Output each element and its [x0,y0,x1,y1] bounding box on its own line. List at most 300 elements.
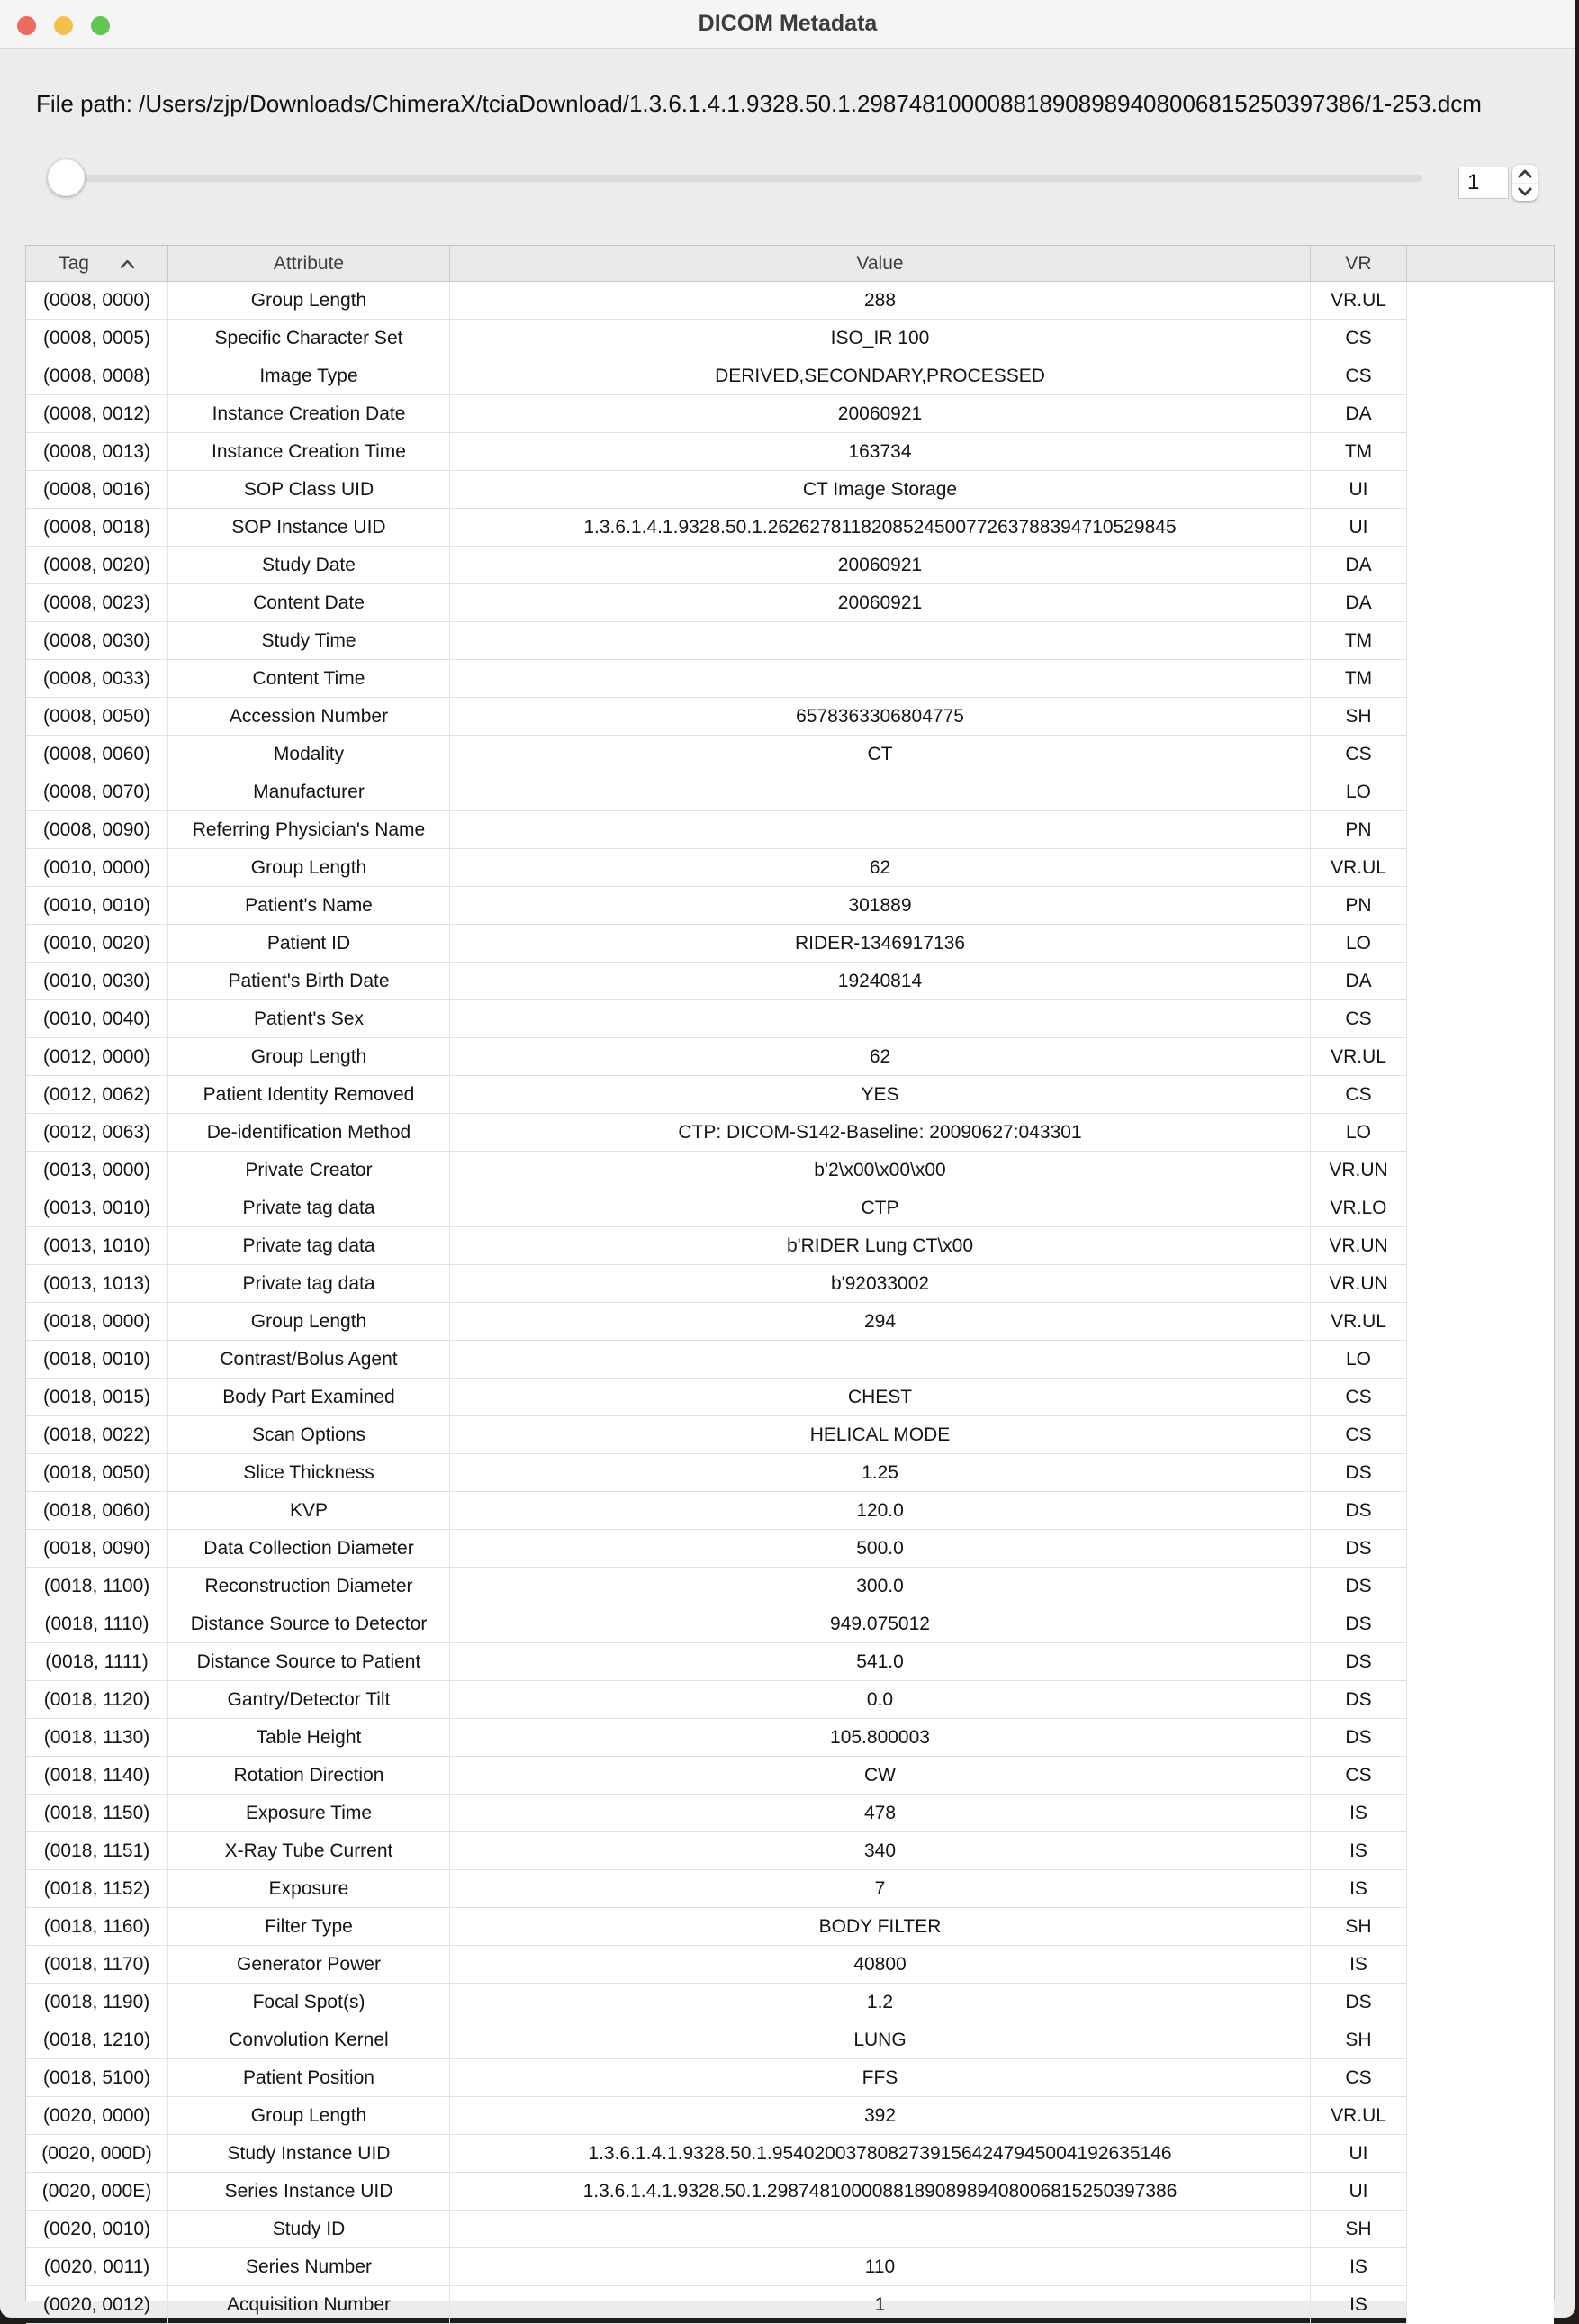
table-row[interactable] [26,1076,1554,1114]
value-cell: 120.0 [450,1492,1311,1530]
vr-cell: VR.UL [1311,849,1407,887]
table-body [26,282,1554,2324]
value-cell: 1.2 [450,1984,1311,2021]
stepper-down-button[interactable] [1512,184,1538,202]
value-cell: FFS [450,2059,1311,2097]
table-row[interactable] [26,1870,1554,1908]
table-row[interactable] [26,1152,1554,1189]
value-cell: 300.0 [450,1568,1311,1605]
value-cell: 1.3.6.1.4.1.9328.50.1.298748100008818908989408006815250397386 [450,2173,1311,2211]
attribute-cell: Manufacturer [168,773,450,811]
row-spacer-cell [1407,1303,1554,1341]
attribute-cell: Group Length [168,2097,450,2135]
tag-cell: (0008, 0018) [26,509,168,547]
tag-cell: (0008, 0030) [26,622,168,660]
table-row[interactable] [26,1379,1554,1416]
stepper-up-button[interactable] [1512,165,1538,184]
attribute-cell: Filter Type [168,1908,450,1946]
table-row[interactable] [26,1189,1554,1227]
sort-ascending-icon [120,253,135,275]
vr-cell: LO [1311,925,1407,963]
attribute-cell: Content Time [168,660,450,698]
table-row[interactable] [26,1530,1554,1568]
value-cell: 105.800003 [450,1719,1311,1757]
tag-cell: (0020, 000D) [26,2135,168,2173]
row-spacer-cell [1407,1454,1554,1492]
row-spacer-cell [1407,736,1554,773]
value-cell: 392 [450,2097,1311,2135]
tag-cell: (0008, 0070) [26,773,168,811]
table-row[interactable] [26,471,1554,509]
value-cell: CT Image Storage [450,471,1311,509]
attribute-cell: Distance Source to Detector [168,1605,450,1643]
value-cell: 20060921 [450,547,1311,584]
table-row[interactable] [26,547,1554,584]
row-spacer-cell [1407,282,1554,320]
row-spacer-cell [1407,1076,1554,1114]
value-cell [450,2211,1311,2248]
value-cell: 949.075012 [450,1605,1311,1643]
attribute-cell: Patient Identity Removed [168,1076,450,1114]
row-spacer-cell [1407,811,1554,849]
value-cell: 163734 [450,433,1311,471]
row-spacer-cell [1407,1568,1554,1605]
row-spacer-cell [1407,2173,1554,2211]
tag-cell: (0013, 1013) [26,1265,168,1303]
attribute-cell: Referring Physician's Name [168,811,450,849]
vr-cell: DS [1311,1719,1407,1757]
attribute-cell: Content Date [168,584,450,622]
vr-cell: IS [1311,1946,1407,1984]
vr-cell: VR.UL [1311,1038,1407,1076]
value-cell [450,1341,1311,1379]
row-spacer-cell [1407,622,1554,660]
value-cell: BODY FILTER [450,1908,1311,1946]
table-row[interactable] [26,849,1554,887]
vr-cell: DA [1311,963,1407,1000]
tag-cell: (0008, 0005) [26,320,168,357]
value-cell: 1 [450,2286,1311,2324]
table-row[interactable] [26,395,1554,433]
vr-cell: DS [1311,1492,1407,1530]
attribute-cell: Patient Position [168,2059,450,2097]
table-row[interactable] [26,2286,1554,2324]
attribute-cell: Exposure Time [168,1795,450,1832]
table-row[interactable] [26,1114,1554,1152]
value-cell: 1.3.6.1.4.1.9328.50.1.95402003780827391564247945004192635146 [450,2135,1311,2173]
tag-cell: (0008, 0023) [26,584,168,622]
tag-cell: (0020, 0010) [26,2211,168,2248]
row-spacer-cell [1407,660,1554,698]
row-spacer-cell [1407,1757,1554,1795]
attribute-cell: Group Length [168,849,450,887]
vr-cell: CS [1311,2059,1407,2097]
header-cell-value[interactable]: Value [450,246,1311,281]
tag-cell: (0018, 1152) [26,1870,168,1908]
attribute-cell: Patient ID [168,925,450,963]
table-row[interactable] [26,2211,1554,2248]
attribute-cell: Body Part Examined [168,1379,450,1416]
table-row[interactable] [26,433,1554,471]
table-row[interactable] [26,736,1554,773]
attribute-cell: Study Time [168,622,450,660]
attribute-cell: Private Creator [168,1152,450,1189]
attribute-cell: Private tag data [168,1227,450,1265]
header-cell-vr[interactable]: VR [1311,246,1407,281]
vr-cell: SH [1311,698,1407,736]
table-row[interactable] [26,887,1554,925]
tag-cell: (0010, 0000) [26,849,168,887]
table-row[interactable] [26,509,1554,547]
vr-cell: DS [1311,1454,1407,1492]
vr-cell: CS [1311,1000,1407,1038]
tag-cell: (0008, 0013) [26,433,168,471]
row-spacer-cell [1407,963,1554,1000]
attribute-cell: Gantry/Detector Tilt [168,1681,450,1719]
value-cell: 478 [450,1795,1311,1832]
value-cell: CW [450,1757,1311,1795]
table-row[interactable] [26,1265,1554,1303]
table-row[interactable] [26,1832,1554,1870]
tag-cell: (0018, 1170) [26,1946,168,1984]
value-cell: 0.0 [450,1681,1311,1719]
value-cell: CTP [450,1189,1311,1227]
vr-cell: LO [1311,1341,1407,1379]
slice-stepper [1512,165,1538,201]
row-spacer-cell [1407,1795,1554,1832]
vr-cell: VR.LO [1311,1189,1407,1227]
row-spacer-cell [1407,1227,1554,1265]
table-row[interactable] [26,1038,1554,1076]
attribute-cell: Patient's Sex [168,1000,450,1038]
table-row[interactable] [26,2097,1554,2135]
tag-cell: (0018, 1140) [26,1757,168,1795]
row-spacer-cell [1407,547,1554,584]
value-cell [450,811,1311,849]
attribute-cell: Contrast/Bolus Agent [168,1341,450,1379]
table-row[interactable] [26,584,1554,622]
row-spacer-cell [1407,584,1554,622]
tag-cell: (0013, 0000) [26,1152,168,1189]
attribute-cell: Scan Options [168,1416,450,1454]
row-spacer-cell [1407,1984,1554,2021]
row-spacer-cell [1407,925,1554,963]
tag-cell: (0013, 1010) [26,1227,168,1265]
vr-cell: VR.UL [1311,2097,1407,2135]
vr-cell: DA [1311,547,1407,584]
value-cell [450,660,1311,698]
tag-cell: (0010, 0010) [26,887,168,925]
value-cell: RIDER-1346917136 [450,925,1311,963]
row-spacer-cell [1407,395,1554,433]
tag-cell: (0018, 0000) [26,1303,168,1341]
table-row[interactable] [26,1454,1554,1492]
attribute-cell: Distance Source to Patient [168,1643,450,1681]
tag-cell: (0018, 0050) [26,1454,168,1492]
vr-cell: IS [1311,1795,1407,1832]
attribute-cell: Specific Character Set [168,320,450,357]
table-row[interactable] [26,1341,1554,1379]
vr-cell: UI [1311,2173,1407,2211]
tag-cell: (0018, 1190) [26,1984,168,2021]
window-controls [17,16,110,35]
title-bar[interactable] [0,0,1575,49]
row-spacer-cell [1407,1189,1554,1227]
value-cell: 62 [450,849,1311,887]
tag-cell: (0018, 1210) [26,2021,168,2059]
tag-cell: (0018, 0015) [26,1379,168,1416]
vr-cell: DS [1311,1530,1407,1568]
row-spacer-cell [1407,887,1554,925]
header-cell-attribute[interactable]: Attribute [168,246,450,281]
attribute-cell: Group Length [168,1038,450,1076]
table-row[interactable] [26,320,1554,357]
vr-cell: SH [1311,2211,1407,2248]
tag-cell: (0008, 0090) [26,811,168,849]
table-row[interactable] [26,1719,1554,1757]
attribute-cell: Modality [168,736,450,773]
table-row[interactable] [26,1227,1554,1265]
minimize-button[interactable] [54,16,73,35]
table-row[interactable] [26,1568,1554,1605]
table-row[interactable] [26,1416,1554,1454]
table-row[interactable] [26,1795,1554,1832]
row-spacer-cell [1407,320,1554,357]
vr-cell: LO [1311,1114,1407,1152]
tag-cell: (0018, 1160) [26,1908,168,1946]
vr-cell: CS [1311,1757,1407,1795]
chevron-up-icon [1518,169,1532,178]
row-spacer-cell [1407,698,1554,736]
slice-slider-track[interactable] [66,175,1422,182]
row-spacer-cell [1407,509,1554,547]
tag-cell: (0018, 1130) [26,1719,168,1757]
attribute-cell: Exposure [168,1870,450,1908]
attribute-cell: Study Instance UID [168,2135,450,2173]
row-spacer-cell [1407,2135,1554,2173]
value-cell [450,622,1311,660]
row-spacer-cell [1407,1265,1554,1303]
row-spacer-cell [1407,1908,1554,1946]
tag-cell: (0018, 1150) [26,1795,168,1832]
tag-cell: (0010, 0040) [26,1000,168,1038]
table-row[interactable] [26,660,1554,698]
vr-cell: IS [1311,1870,1407,1908]
value-cell: CTP: DICOM-S142-Baseline: 20090627:043301 [450,1114,1311,1152]
attribute-cell: Reconstruction Diameter [168,1568,450,1605]
table-row[interactable] [26,357,1554,395]
row-spacer-cell [1407,2059,1554,2097]
attribute-cell: Rotation Direction [168,1757,450,1795]
value-cell: ISO_IR 100 [450,320,1311,357]
table-row[interactable] [26,622,1554,660]
zoom-button[interactable] [91,16,110,35]
value-cell: LUNG [450,2021,1311,2059]
vr-cell: DA [1311,395,1407,433]
row-spacer-cell [1407,2097,1554,2135]
value-cell: 20060921 [450,584,1311,622]
tag-cell: (0018, 1151) [26,1832,168,1870]
header-cell-tag[interactable] [26,246,168,281]
vr-cell: CS [1311,1416,1407,1454]
vr-cell: VR.UL [1311,282,1407,320]
tag-cell: (0012, 0062) [26,1076,168,1114]
tag-cell: (0008, 0020) [26,547,168,584]
table-row[interactable] [26,811,1554,849]
vr-cell: UI [1311,509,1407,547]
attribute-cell: Image Type [168,357,450,395]
row-spacer-cell [1407,1341,1554,1379]
table-row[interactable] [26,1908,1554,1946]
tag-cell: (0018, 0022) [26,1416,168,1454]
table-row[interactable] [26,282,1554,320]
table-row[interactable] [26,1303,1554,1341]
value-cell: 6578363306804775 [450,698,1311,736]
row-spacer-cell [1407,1530,1554,1568]
table-row[interactable] [26,1643,1554,1681]
attribute-cell: X-Ray Tube Current [168,1832,450,1870]
table-header [26,246,1554,282]
value-cell: 294 [450,1303,1311,1341]
table-row[interactable] [26,1492,1554,1530]
row-spacer-cell [1407,2021,1554,2059]
attribute-cell: Series Number [168,2248,450,2286]
value-cell [450,773,1311,811]
value-cell: b'92033002 [450,1265,1311,1303]
slice-number-input[interactable] [1458,167,1509,199]
close-button[interactable] [17,16,36,35]
vr-cell: CS [1311,357,1407,395]
vr-cell: TM [1311,660,1407,698]
row-spacer-cell [1407,1152,1554,1189]
tag-cell: (0020, 0000) [26,2097,168,2135]
value-cell: 40800 [450,1946,1311,1984]
attribute-cell: Private tag data [168,1189,450,1227]
tag-cell: (0008, 0050) [26,698,168,736]
tag-cell: (0008, 0000) [26,282,168,320]
value-cell: 541.0 [450,1643,1311,1681]
attribute-cell: Generator Power [168,1946,450,1984]
vr-cell: IS [1311,2248,1407,2286]
value-cell: 62 [450,1038,1311,1076]
attribute-cell: Study Date [168,547,450,584]
vr-cell: UI [1311,2135,1407,2173]
vr-cell: PN [1311,887,1407,925]
table-row[interactable] [26,963,1554,1000]
tag-cell: (0008, 0016) [26,471,168,509]
tag-cell: (0018, 1100) [26,1568,168,1605]
row-spacer-cell [1407,1416,1554,1454]
vr-cell: VR.UN [1311,1265,1407,1303]
tag-cell: (0018, 1111) [26,1643,168,1681]
tag-cell: (0013, 0010) [26,1189,168,1227]
table-row[interactable] [26,698,1554,736]
attribute-cell: SOP Class UID [168,471,450,509]
value-cell: CT [450,736,1311,773]
value-cell: 340 [450,1832,1311,1870]
row-spacer-cell [1407,2211,1554,2248]
attribute-cell: Data Collection Diameter [168,1530,450,1568]
tag-cell: (0012, 0000) [26,1038,168,1076]
table-row[interactable] [26,925,1554,963]
value-cell: 288 [450,282,1311,320]
tag-cell: (0008, 0008) [26,357,168,395]
chevron-down-icon [1518,187,1532,196]
table-row[interactable] [26,1946,1554,1984]
attribute-cell: SOP Instance UID [168,509,450,547]
vr-cell: CS [1311,320,1407,357]
table-row[interactable] [26,2059,1554,2097]
attribute-cell: Acquisition Number [168,2286,450,2324]
file-path-label: File path: /Users/zjp/Downloads/ChimeraX/tciaDownload/1.3.6.1.4.1.9328.50.1.298748100008818908989408006815250397386/1-253.dcm [36,90,1482,117]
table-row[interactable] [26,2021,1554,2059]
attribute-cell: Slice Thickness [168,1454,450,1492]
value-cell: 20060921 [450,395,1311,433]
value-cell: YES [450,1076,1311,1114]
table-row[interactable] [26,2173,1554,2211]
tag-cell: (0010, 0020) [26,925,168,963]
row-spacer-cell [1407,773,1554,811]
value-cell: DERIVED,SECONDARY,PROCESSED [450,357,1311,395]
table-row[interactable] [26,2248,1554,2286]
attribute-cell: Accession Number [168,698,450,736]
vr-cell: DS [1311,1605,1407,1643]
value-cell: 301889 [450,887,1311,925]
vr-cell: VR.UL [1311,1303,1407,1341]
table-row[interactable] [26,1984,1554,2021]
vr-cell: CS [1311,1379,1407,1416]
vr-cell: SH [1311,1908,1407,1946]
tag-cell: (0018, 0060) [26,1492,168,1530]
table-row[interactable] [26,1757,1554,1795]
row-spacer-cell [1407,1000,1554,1038]
tag-cell: (0010, 0030) [26,963,168,1000]
value-cell: CHEST [450,1379,1311,1416]
tag-cell: (0018, 0010) [26,1341,168,1379]
vr-cell: TM [1311,622,1407,660]
row-spacer-cell [1407,1832,1554,1870]
vr-cell: DS [1311,1681,1407,1719]
row-spacer-cell [1407,849,1554,887]
table-row[interactable] [26,2135,1554,2173]
vr-cell: DS [1311,1568,1407,1605]
attribute-cell: Table Height [168,1719,450,1757]
attribute-cell: Focal Spot(s) [168,1984,450,2021]
row-spacer-cell [1407,1114,1554,1152]
slice-slider-thumb[interactable] [48,159,85,196]
table-row[interactable] [26,1605,1554,1643]
vr-cell: IS [1311,2286,1407,2324]
table-row[interactable] [26,773,1554,811]
row-spacer-cell [1407,1870,1554,1908]
vr-cell: CS [1311,1076,1407,1114]
attribute-cell: Convolution Kernel [168,2021,450,2059]
table-row[interactable] [26,1681,1554,1719]
vr-cell: UI [1311,471,1407,509]
vr-cell: PN [1311,811,1407,849]
value-cell: 1.3.6.1.4.1.9328.50.1.262627811820852450077263788394710529845 [450,509,1311,547]
tag-cell: (0012, 0063) [26,1114,168,1152]
value-cell: 19240814 [450,963,1311,1000]
vr-cell: IS [1311,1832,1407,1870]
value-cell: 110 [450,2248,1311,2286]
header-cell-spacer [1407,246,1554,281]
attribute-cell: Patient's Name [168,887,450,925]
table-row[interactable] [26,1000,1554,1038]
vr-cell: CS [1311,736,1407,773]
tag-cell: (0020, 0012) [26,2286,168,2324]
row-spacer-cell [1407,1719,1554,1757]
